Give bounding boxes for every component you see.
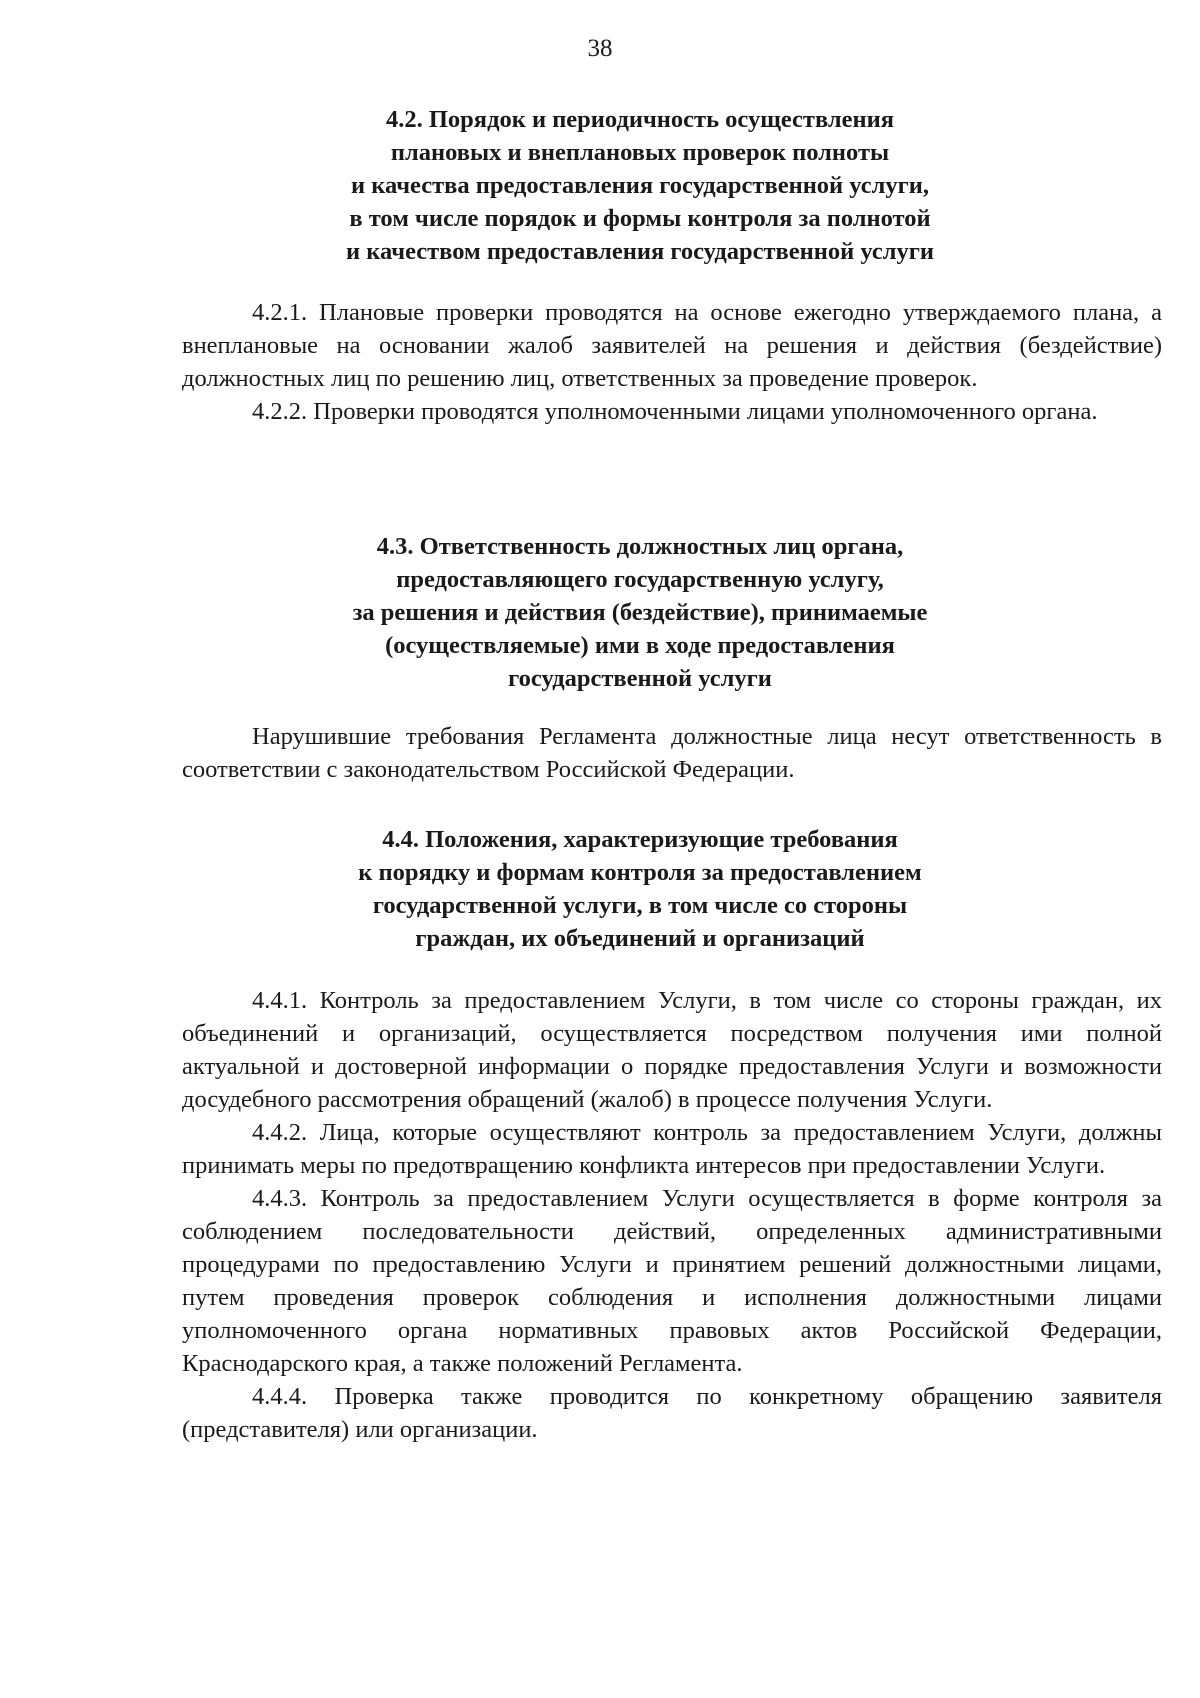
heading-line: 4.2. Порядок и периодичность осуществления: [386, 106, 894, 133]
paragraph-4-2-1: 4.2.1. Плановые проверки проводятся на основе ежегодно утверждаемого плана, а внеплановые на основании жалоб заявителей на решения и действия (бездействие) должностных лиц по решению лиц, ответственных за проведение проверок.: [182, 299, 1162, 392]
section-4-2-heading: [300, 103, 980, 268]
heading-line: к порядку и формам контроля за предоставлением: [358, 859, 922, 886]
paragraph-4-4-1: 4.4.1. Контроль за предоставлением Услуги, в том числе со стороны граждан, их объединений и организаций, осуществляется посредством получения ими полной актуальной и достоверной информации о порядке предоставления Услуги и возможности досудебного рассмотрения обращений (жалоб) в процессе получения Услуги.: [182, 987, 1162, 1113]
section-4-3-heading: [300, 530, 980, 695]
heading-line: за решения и действия (бездействие), принимаемые: [352, 599, 928, 626]
paragraph-4-4-3: 4.4.3. Контроль за предоставлением Услуги осуществляется в форме контроля за соблюдением последовательности действий, определенных административными процедурами по предоставлению Услуги и принятием решений должностными лицами, путем проведения проверок соблюдения и исполнения должностными лицами уполномоченного органа нормативных правовых актов Российской Федерации, Краснодарского края, а также положений Регламента.: [182, 1185, 1162, 1377]
page-number: 38: [587, 35, 613, 62]
section-4-4-heading: [300, 823, 980, 955]
heading-line: (осуществляемые) ими в ходе предоставления: [385, 632, 895, 659]
section-4-2-body: [182, 296, 1162, 428]
heading-line: плановых и внеплановых проверок полноты: [390, 139, 890, 166]
paragraph-4-3: Нарушившие требования Регламента должностные лица несут ответственность в соответствии с законодательством Российской Федерации.: [182, 723, 1162, 783]
heading-line: государственной услуги, в том числе со стороны: [372, 892, 908, 919]
heading-line: 4.3. Ответственность должностных лиц органа,: [376, 533, 904, 560]
heading-line: государственной услуги: [508, 665, 772, 692]
paragraph-4-4-2: 4.4.2. Лица, которые осуществляют контроль за предоставлением Услуги, должны принимать меры по предотвращению конфликта интересов при предоставлении Услуги.: [182, 1119, 1162, 1179]
heading-line: и качеством предоставления государственной услуги: [346, 238, 934, 265]
paragraph-4-4-4: 4.4.4. Проверка также проводится по конкретному обращению заявителя (представителя) или организации.: [182, 1383, 1162, 1443]
heading-line: предоставляющего государственную услугу,: [396, 566, 884, 593]
heading-line: 4.4. Положения, характеризующие требования: [382, 826, 898, 853]
heading-line: граждан, их объединений и организаций: [415, 925, 865, 952]
heading-line: в том числе порядок и формы контроля за полнотой: [349, 205, 931, 232]
section-4-4-body: [182, 984, 1162, 1446]
heading-line: и качества предоставления государственной услуги,: [350, 172, 930, 199]
section-4-3-body: [182, 720, 1162, 786]
paragraph-4-2-2: 4.2.2. Проверки проводятся уполномоченными лицами уполномоченного органа.: [252, 398, 1098, 425]
